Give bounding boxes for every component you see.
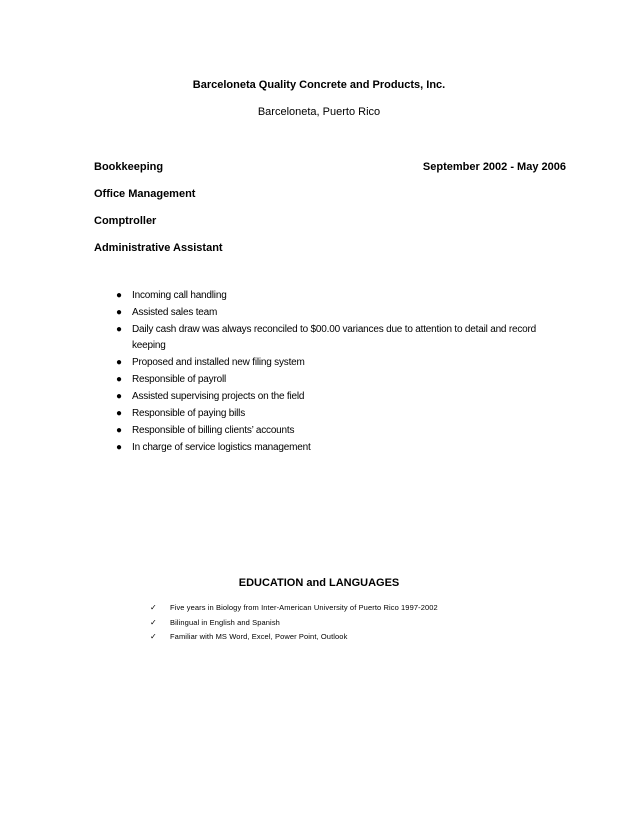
role-administrative-assistant [94, 242, 566, 254]
duty-text: Assisted supervising projects on the field [132, 390, 305, 402]
bullet-icon: ● [116, 424, 122, 436]
bullet-icon: ● [116, 390, 122, 402]
company-name: Barceloneta Quality Concrete and Products, Inc. [192, 79, 446, 91]
list-item [116, 440, 566, 456]
role-title: Bookkeeping [94, 161, 164, 173]
bullet-icon: ● [116, 441, 122, 453]
education-text: Bilingual in English and Spanish [170, 617, 280, 627]
bullet-icon: ● [116, 373, 122, 385]
bullet-icon: ● [116, 356, 122, 368]
list-item [116, 423, 566, 439]
duty-text: Proposed and installed new filing system [132, 356, 305, 368]
list-item [150, 601, 570, 616]
bullet-icon: ● [116, 324, 122, 335]
company-location: Barceloneta, Puerto Rico [257, 106, 381, 118]
education-text: Familiar with MS Word, Excel, Power Point, Outlook [170, 632, 348, 641]
education-heading: EDUCATION and LANGUAGES [238, 577, 400, 589]
list-item [150, 630, 570, 645]
bullet-icon: ● [116, 407, 122, 419]
bullet-icon: ● [116, 290, 122, 301]
checkmark-icon: ✓ [150, 632, 157, 641]
duty-text: In charge of service logistics management [132, 441, 311, 453]
list-item [116, 305, 566, 321]
role-comptroller [94, 215, 566, 227]
list-item [116, 389, 566, 405]
role-title: Comptroller [94, 215, 157, 227]
duty-text: Assisted sales team [132, 307, 218, 318]
checkmark-icon: ✓ [150, 603, 157, 612]
role-bookkeeping [94, 161, 566, 173]
duty-text: Responsible of paying bills [132, 407, 246, 419]
bullet-icon: ● [116, 307, 122, 318]
list-item [150, 616, 570, 631]
duty-text: Responsible of billing clients’ accounts [132, 424, 295, 436]
list-item [116, 372, 566, 388]
role-office-management [94, 188, 566, 200]
list-item [116, 322, 566, 353]
role-dates: September 2002 - May 2006 [422, 161, 566, 173]
list-item [116, 406, 566, 422]
education-list [150, 601, 570, 645]
role-title: Administrative Assistant [94, 242, 223, 254]
duty-text: Incoming call handling [132, 290, 227, 301]
list-item [116, 355, 566, 371]
duty-text: Daily cash draw was always reconciled to $00.00 variances due to attention to detail and record keeping [132, 324, 537, 351]
checkmark-icon: ✓ [150, 617, 157, 627]
list-item [116, 288, 566, 304]
duty-text: Responsible of payroll [132, 373, 226, 385]
duties-list [116, 288, 566, 457]
education-text: Five years in Biology from Inter-American University of Puerto Rico 1997-2002 [170, 603, 438, 612]
role-title: Office Management [94, 188, 196, 200]
